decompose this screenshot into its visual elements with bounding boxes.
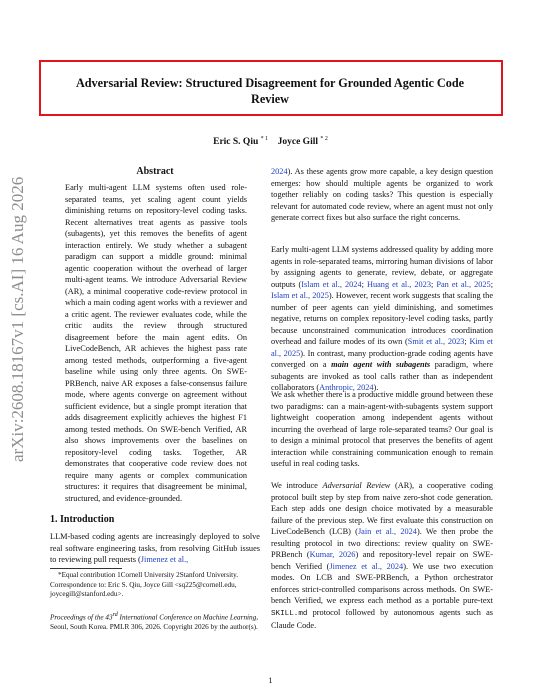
paragraph-intro-3: We ask whether there is a productive middle ground between these two paradigms: can a main-agent-with-subagents system support lightweight cooperation among independent agents without incurring the overhead of large role-separated teams? Our goal is to design a minimal protocol that preserves the benefits of agent interaction while constraining communication enough to remain useful in real coding tasks.	[271, 390, 493, 468]
citation-link[interactable]: Jain et al., 2024	[357, 527, 417, 536]
intro-text: LLM-based coding agents are increasingly deployed to solve real software engineering tasks, from resolving GitHub issues to reviewing pull requests (	[50, 532, 260, 564]
citation-link[interactable]: Kumar, 2026	[309, 550, 356, 559]
paper-title: Adversarial Review: Structured Disagreement for Grounded Agentic Code Review	[75, 76, 465, 106]
citation-link[interactable]: Anthropic, 2024	[319, 383, 374, 392]
citation-link[interactable]: Jimenez et al., 2024	[329, 561, 404, 571]
citation-link[interactable]: Jimenez et al.,	[140, 555, 189, 564]
paragraph-intro-4: We introduce Adversarial Review (AR), a cooperative coding protocol built step by step from naive zero-shot code generation. Each step adds one design choice motivated by a measurable failure of the previous step. We first evaluate this construction on LiveCodeBench (LCB) (Jain et al., 2024). We then probe the resulting protocol in two directions: review quality on SWE-PRBench (Kumar, 2026) and repository-level repair on SWE-bench Verified (Jimenez et al., 2024). We use two execution modes. On LCB and SWE-PRBench, a Python orchestrator enforces strict-controlled comparisons across methods. On SWE-bench Verified, we express each method as a portable pure-text SKILL.md protocol followed by autonomous agents such as Claude Code.	[271, 481, 494, 630]
footnote-correspondence: Correspondence to: Eric S. Qiu, Joyce Gill <sq225@cornell.edu, joycegill@stanford.edu>.	[50, 580, 237, 599]
code-filename: SKILL.md	[271, 609, 308, 618]
citation-link[interactable]: Pan et al., 2025	[436, 279, 491, 289]
emphasis-text: Adversarial Review	[322, 481, 391, 490]
citation-link[interactable]: Kim et al., 2025	[271, 337, 493, 358]
citation-link[interactable]: Islam et al., 2024	[301, 279, 362, 289]
footnote-equal: *Equal contribution 1Cornell University 2Stanford University.	[58, 571, 238, 579]
intro-paragraph	[50, 531, 260, 566]
arxiv-stamp: arXiv:2608.18167v1 [cs.AI] 16 Aug 2026	[8, 176, 27, 462]
paragraph-intro-2: Early multi-agent LLM systems addressed quality by adding more agents in role-separated teams, mirroring human divisions of labor by assigning agents to generate, review, debate, or aggregate outputs (Islam et al., 2024; Huang et al., 2023; Pan et al., 2025; Islam et al., 2025). However, recent work suggests that scaling the number of peer agents can yield diminishing, and sometimes negative, returns on complex repository-level coding tasks, partly because unconstrained communication introduces coordination overhead and failure modes of its own (Smit et al., 2023; Kim et al., 2025). In contrast, many production-grade coding agents have converged on a main agent with subagents paradigm, where subagents are invoked as tool calls rather than as independent collaborators (Anthropic, 2024).	[271, 245, 494, 392]
paragraph-intro-1: 2024). As these agents grow more capable, a key design question emerges: how should multiple agents be organized to work together reliably on coding tasks? This question is especially relevant for automated code review, where an agent must not only generate correct fixes but also surface the right concerns.	[271, 167, 493, 222]
section-heading-introduction: 1. Introduction	[50, 514, 115, 525]
citation-link[interactable]: Islam et al., 2025	[271, 291, 329, 300]
author-name: Eric S. Qiu	[213, 137, 259, 148]
citation-link[interactable]: 2024	[271, 167, 288, 176]
abstract-text: Early multi-agent LLM systems often used role-separated teams, yet scaling agent count yields diminishing returns on repository-level coding tasks. Recent alternatives treat agents as passive tools (subagents), yet this removes the benefits of agent interaction entirely. We study whether a subagent paradigm can support a middle ground: minimal agentic cooperation without the overhead of larger multi-agent teams. We introduce Adversarial Review (AR), a minimal cooperative code-review protocol in which a main coding agent works with a reviewer and a critic agent. The reviewer evaluates code, while the critic audits the review through structured disagreement before the main agent edits. On LiveCodeBench, AR achieves the highest pass rate among tested methods, outperforming a five-agent baseline while using only three agents. On SWE-PRBench, naive AR exposes a false-consensus failure mode, where agents converge on agreement without sufficient evidence, but a single prompt iteration that adds disagreement explicitly achieves the highest F1 among tested methods. On SWE-bench Verified, AR also shows improvements over the baselines on repository-level coding tasks. Together, AR demonstrates that cooperative code review does not require many agents or complex communication structures: it requires that disagreement be minimal, structured, and evidence-grounded.	[65, 183, 247, 503]
emphasis-text: main agent with subagents	[331, 360, 431, 369]
author-name: Joyce Gill	[277, 137, 318, 148]
citation-link[interactable]: Huang et al., 2023	[366, 279, 431, 289]
author-marks: * 2	[320, 136, 328, 142]
author-line	[0, 136, 541, 147]
abstract-heading: Abstract	[136, 166, 174, 177]
footnote	[50, 571, 262, 600]
page-number: 1	[268, 675, 273, 685]
proceedings-note: Proceedings of the 43rd International Conference on Machine Learning, Seoul, South Korea. PMLR 306, 2026. Copyright 2026 by the author(s).	[50, 612, 259, 631]
footnote-rule	[50, 568, 122, 569]
citation-link[interactable]: Smit et al., 2023	[407, 337, 465, 346]
author-marks: * 1	[260, 136, 269, 142]
